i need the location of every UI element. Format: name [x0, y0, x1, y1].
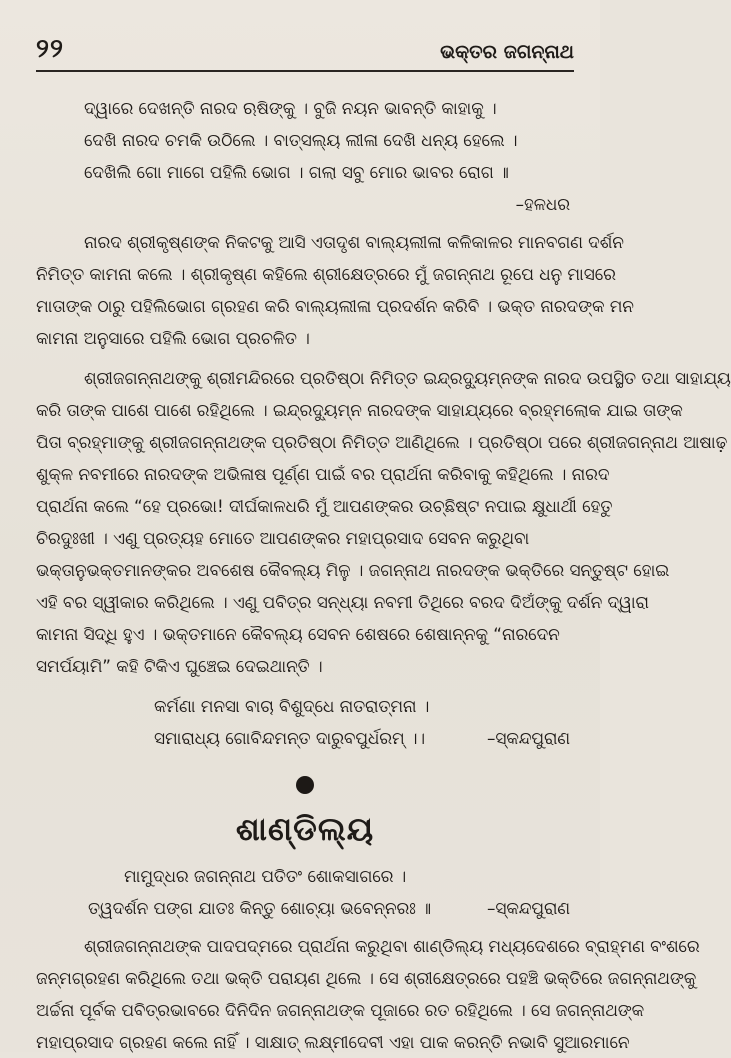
sloka-line-with-source	[36, 722, 574, 754]
paragraph-line: ପିତା ବ୍ରହ୍ମାଙ୍କୁ ଶ୍ରୀଜଗନ୍ନାଥଙ୍କ ପ୍ରତିଷ୍ଠା ନିମିତ୍ତ ଆଣିଥିଲେ । ପ୍ରତିଷ୍ଠା ପରେ ଶ୍ରୀଜଗନ୍ନାଥ ଆଷାଢ଼	[36, 432, 728, 452]
verse-line: ଦ୍ୱାରେ ଦେଖନ୍ତି ନାରଦ ଋଷିଙ୍କୁ । ବୁଜି ନୟନ ଭାବନ୍ତି କାହାକୁ ।	[84, 98, 497, 118]
section-title: ଶାଣ୍ଡିଲ୍ୟ	[235, 810, 375, 848]
opening-verse	[36, 92, 574, 220]
verse-attribution: –ହଳଧର	[515, 194, 570, 214]
sloka-source: –ସ୍କନ୍ଦପୁରାଣ	[487, 728, 570, 748]
verse-line-with-source	[36, 892, 574, 924]
paragraph-line: ମହାପ୍ରସାଦ ଗ୍ରହଣ କଲେ ନାହିଁ । ସାକ୍ଷାତ୍ ଲକ୍ଷ୍ମୀଦେବୀ ଏହା ପାକ କରନ୍ତି ନଭାବି ସୁଆରମାନେ	[36, 1032, 630, 1052]
section-verse	[36, 860, 574, 924]
paragraph-line: କାମନା ଅନୁସାରେ ପହିଲି ଭୋଗ ପ୍ରଚଳିତ ।	[36, 328, 310, 348]
section-divider	[36, 776, 574, 796]
header-rule	[36, 70, 574, 72]
sloka-line: କର୍ମଣା ମନସା ବାଚା ବିଶୁଦ୍ଧେ ନାତରାତ୍ମନା ।	[154, 696, 430, 716]
paragraph-line: ଶୁକ୍ଳ ନବମୀରେ ନାରଦଙ୍କ ଅଭିଳାଷ ପୂର୍ଣ୍ଣ ପାଇଁ ବର ପ୍ରାର୍ଥନା କରିବାକୁ କହିଥିଲେ । ନାରଦ	[36, 464, 610, 484]
paragraph-line: ନିମିତ୍ତ କାମନା କଲେ । ଶ୍ରୀକୃଷ୍ଣ କହିଲେ ଶ୍ରୀକ୍ଷେତ୍ରରେ ମୁଁ ଜଗନ୍ନାଥ ରୂପେ ଧନୁ ମାସରେ	[36, 264, 616, 284]
paragraph-line: ଶ୍ରୀଜଗନ୍ନାଥଙ୍କୁ ଶ୍ରୀମନ୍ଦିରରେ ପ୍ରତିଷ୍ଠା ନିମିତ୍ତ ଇନ୍ଦ୍ରଦ୍ୟୁମ୍ନଙ୍କ ନାରଦ ଉପସ୍ଥିତ ତଥା ସାହାଯ୍ୟ	[84, 368, 731, 388]
page-header	[36, 28, 574, 62]
verse-line: ଦେଖିଲି ଗୋ ମାଗେ ପହିଲି ଭୋଗ । ଗଲା ସବୁ ମୋର ଭାବର ରୋଗ ॥	[84, 162, 509, 182]
sloka-line: ସମାରାଧ୍ୟ ଗୋବିନ୍ଦମନ୍ତ ଦାରୁବପୁର୍ଧରମ୍ ।।	[154, 728, 425, 748]
verse-source: –ସ୍କନ୍ଦପୁରାଣ	[487, 898, 570, 918]
sloka-block	[36, 690, 574, 754]
paragraph-line: କାମନା ସିଦ୍ଧି ହୁଏ । ଭକ୍ତମାନେ କୈବଲ୍ୟ ସେବନ ଶେଷରେ ଶେଷାନ୍ନକୁ “ନାରଦେନ	[36, 624, 560, 644]
paragraph-line: ନାରଦ ଶ୍ରୀକୃଷ୍ଣଙ୍କ ନିକଟକୁ ଆସି ଏତାଦୃଶ ବାଲ୍ୟଲୀଳା କଳିକାଳର ମାନବଗଣ ଦର୍ଶନ	[84, 232, 624, 252]
paragraph-shandilya	[36, 930, 700, 1058]
paragraph-line: ଭକ୍ତାନୁଭକ୍ତମାନଙ୍କର ଅବଶେଷ କୈବଲ୍ୟ ମିଳୁ । ଜଗନ୍ନାଥ ନାରଦଙ୍କ ଭକ୍ତିରେ ସନ୍ତୁଷ୍ଟ ହୋଇ	[36, 560, 670, 580]
verse-line: ମାମୁଦ୍ଧର ଜଗନ୍ନାଥ ପତିତଂ ଶୋକସାଗରେ ।	[124, 866, 407, 886]
paragraph-narada-prayer	[36, 362, 731, 682]
verse-line: ତ୍ୱଦର୍ଶନ ପଙ୍ଗ ଯାତଃ କିନ୍ତୁ ଶୋଚ୍ୟା ଭବେନ୍ନରଃ ॥	[88, 898, 432, 918]
paragraph-line: ପ୍ରାର୍ଥନା କଲେ “ହେ ପ୍ରଭୋ! ଦୀର୍ଘକାଳଧରି ମୁଁ ଆପଣଙ୍କର ଉଚ୍ଛିଷ୍ଟ ନପାଇ କ୍ଷୁଧାର୍ଥୀ ହେତୁ	[36, 496, 613, 516]
page-number: ୨୨	[36, 34, 64, 64]
paragraph-line: ଅର୍ଚ୍ଚନା ପୂର୍ବକ ପବିତ୍ରଭାବରେ ଦିନିଦିନ ଜଗନ୍ନାଥଙ୍କ ପୂଜାରେ ରତ ରହିଥିଲେ । ସେ ଜଗନ୍ନାଥଙ୍କ	[36, 1000, 645, 1020]
paragraph-line: କରି ତାଙ୍କ ପାଶେ ପାଶେ ରହିଥିଲେ । ଇନ୍ଦ୍ରଦ୍ୟୁମ୍ନ ନାରଦଙ୍କ ସାହାଯ୍ୟରେ ବ୍ରହ୍ମଲୋକ ଯାଇ ତାଙ୍କ	[36, 400, 683, 420]
paragraph-line: ଶ୍ରୀଜଗନ୍ନାଥଙ୍କ ପାଦପଦ୍ମରେ ପ୍ରାର୍ଥନା କରୁଥିବା ଶାଣ୍ଡିଲ୍ୟ ମଧ୍ୟଦେଶରେ ବ୍ରାହ୍ମଣ ବଂଶରେ	[84, 936, 700, 956]
bullet-ornament	[296, 776, 314, 794]
paragraph-line: ସମର୍ପୟାମି” କହି ଟିକିଏ ଘୁଞ୍ଚେଇ ଦେଇଥାନ୍ତି ।	[36, 656, 323, 676]
running-head: ଭକ୍ତର ଜଗନ୍ନାଥ	[440, 41, 574, 63]
paragraph-line: ମାତାଙ୍କ ଠାରୁ ପହିଲିଭୋଗ ଗ୍ରହଣ କରି ବାଲ୍ୟଲୀଳା ପ୍ରଦର୍ଶନ କରିବି । ଭକ୍ତ ନାରଦଙ୍କ ମନ	[36, 296, 634, 316]
paragraph-line: ଚିରଦୁଃଖୀ । ଏଣୁ ପ୍ରତ୍ୟହ ମୋତେ ଆପଣଙ୍କର ମହାପ୍ରସାଦ ସେବନ କରୁଥିବା	[36, 528, 530, 548]
verse-line: ଦେଖି ନାରଦ ଚମକି ଉଠିଲେ । ବାତ୍ସଲ୍ୟ ଲୀଳା ଦେଖି ଧନ୍ୟ ହେଲେ ।	[84, 130, 518, 150]
paragraph-line: ଜନ୍ମଗ୍ରହଣ କରିଥିଲେ ତଥା ଭକ୍ତି ପରାୟଣ ଥିଲେ । ସେ ଶ୍ରୀକ୍ଷେତ୍ରରେ ପହଞ୍ଚି ଭକ୍ତିରେ ଜଗନ୍ନାଥଙ୍କୁ	[36, 968, 697, 988]
paragraph-narada-wish	[36, 226, 634, 354]
paragraph-line: ଏହି ବର ସ୍ୱୀକାର କରିଥିଲେ । ଏଣୁ ପବିତ୍ର ସନ୍ଧ୍ୟା ନବମୀ ତିଥିରେ ବରଦ ଦିଅଁଙ୍କୁ ଦର୍ଶନ ଦ୍ୱାରା	[36, 592, 649, 612]
